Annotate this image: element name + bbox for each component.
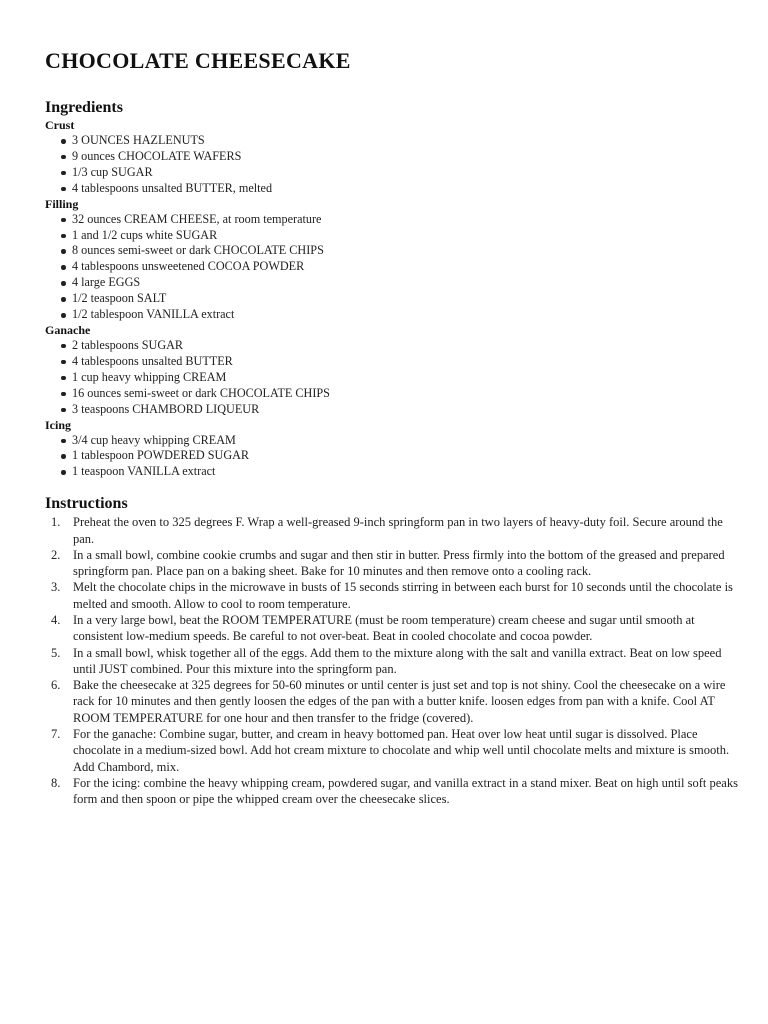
ingredient-list-crust <box>45 133 738 197</box>
ingredient-item: 1 tablespoon POWDERED SUGAR <box>61 448 738 464</box>
ingredient-group-label-filling: Filling <box>45 196 79 211</box>
step-number: 2. <box>51 547 61 562</box>
ingredient-item: 1 cup heavy whipping CREAM <box>61 370 738 386</box>
instruction-step <box>45 775 738 808</box>
step-text: In a small bowl, combine cookie crumbs and sugar and then stir in butter. Press firmly into the bottom of the greased and prepared springform pan. Place pan on a baking sheet. Bake for 10 minutes and then remove onto a cooling rack. <box>73 547 725 579</box>
instructions-heading: Instructions <box>45 495 128 513</box>
ingredient-item: 4 tablespoons unsalted BUTTER <box>61 354 738 370</box>
instruction-step <box>45 645 738 678</box>
instruction-step <box>45 726 738 775</box>
page-title: CHOCOLATE CHEESECAKE <box>45 48 351 73</box>
ingredient-item: 4 tablespoons unsweetened COCOA POWDER <box>61 259 738 275</box>
step-text: For the ganache: Combine sugar, butter, and cream in heavy bottomed pan. Heat over low heat until sugar is dissolved. Place chocolate in a medium-sized bowl. Add hot cream mixture to chocolate and whip well until chocolate melts and mixture is smooth. Add Chambord, mix. <box>73 727 730 774</box>
ingredient-list-ganache <box>45 338 738 418</box>
instruction-step <box>45 677 738 726</box>
ingredient-item: 8 ounces semi-sweet or dark CHOCOLATE CHIPS <box>61 243 738 259</box>
step-number: 8. <box>51 775 61 790</box>
ingredient-list-filling <box>45 212 738 323</box>
step-text: Melt the chocolate chips in the microwave in busts of 15 seconds stirring in between each burst for 10 seconds until the chocolate is melted and smooth. Allow to cool to room temperature. <box>73 580 733 611</box>
ingredient-item: 4 tablespoons unsalted BUTTER, melted <box>61 181 738 197</box>
ingredient-item: 3/4 cup heavy whipping CREAM <box>61 433 738 449</box>
ingredients-heading: Ingredients <box>45 99 123 116</box>
step-number: 6. <box>51 678 61 693</box>
step-text: For the icing: combine the heavy whipping cream, powdered sugar, and vanilla extract in a stand mixer. Beat on high until soft peaks form and then spoon or pipe the whipped cream over the cheesecake slices. <box>73 775 738 807</box>
instruction-step <box>45 612 738 645</box>
instruction-step <box>45 514 738 547</box>
ingredients-section <box>45 118 738 480</box>
ingredient-group-label-crust: Crust <box>45 118 75 132</box>
step-text: In a small bowl, whisk together all of the eggs. Add them to the mixture along with the salt and vanilla extract. Beat on low speed until JUST combined. Pour this mixture into the springform pan. <box>73 645 722 676</box>
ingredient-item: 1 teaspoon VANILLA extract <box>61 464 738 480</box>
ingredient-item: 16 ounces semi-sweet or dark CHOCOLATE CHIPS <box>61 386 738 402</box>
step-number: 4. <box>51 613 61 627</box>
ingredient-item: 1 and 1/2 cups white SUGAR <box>61 228 738 244</box>
step-number: 7. <box>51 727 61 742</box>
ingredient-item: 4 large EGGS <box>61 275 738 291</box>
ingredient-list-icing <box>45 433 738 481</box>
instructions-list <box>45 514 738 807</box>
ingredient-item: 1/3 cup SUGAR <box>61 165 738 181</box>
step-text: Bake the cheesecake at 325 degrees for 50-60 minutes or until center is just set and top is not shiny. Cool the cheesecake on a wire rack for 10 minutes and then gently loosen the edges of the pan with a butter knife. loosen edges from pan with a knife. Cool AT ROOM TEMPERATURE for one hour and then transfer to the fridge (covered). <box>73 678 726 725</box>
ingredient-item: 3 teaspoons CHAMBORD LIQUEUR <box>61 402 738 418</box>
instruction-step <box>45 579 738 612</box>
ingredient-item: 1/2 teaspoon SALT <box>61 291 738 307</box>
ingredient-item: 3 OUNCES HAZLENUTS <box>61 133 738 149</box>
instruction-step <box>45 547 738 580</box>
step-number: 3. <box>51 580 61 595</box>
ingredient-item: 2 tablespoons SUGAR <box>61 338 738 354</box>
step-number: 5. <box>51 645 61 660</box>
ingredient-item: 1/2 tablespoon VANILLA extract <box>61 307 738 323</box>
step-text: Preheat the oven to 325 degrees F. Wrap a well-greased 9-inch springform pan in two layers of heavy-duty foil. Secure around the pan. <box>73 515 723 546</box>
ingredient-item: 9 ounces CHOCOLATE WAFERS <box>61 149 738 165</box>
step-number: 1. <box>51 515 61 530</box>
step-text: In a very large bowl, beat the ROOM TEMPERATURE (must be room temperature) cream cheese and sugar until smooth at consistent low-medium speeds. Be careful to not over-beat. Beat in cooled chocolate and cocoa powder. <box>73 613 695 644</box>
ingredient-item: 32 ounces CREAM CHEESE, at room temperature <box>61 212 738 228</box>
ingredient-group-label-ganache: Ganache <box>45 322 91 337</box>
ingredient-group-label-icing: Icing <box>45 417 72 432</box>
